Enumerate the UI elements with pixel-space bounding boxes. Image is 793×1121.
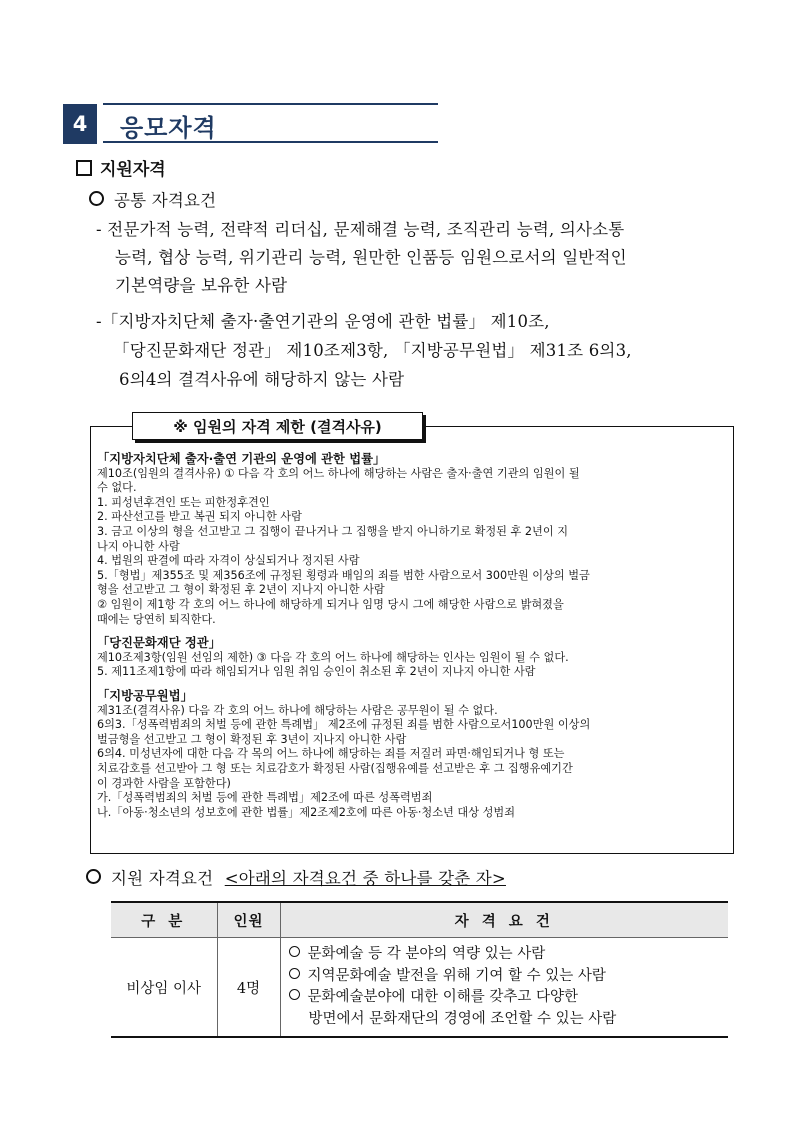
law-line: 나.「아동·청소년의 성보호에 관한 법률」제2조제2호에 따른 아동·청소년 대상 성범죄 [97,805,516,819]
item2-line1: -「지방자치단체 출자·출연기관의 운영에 관한 법률」 제10조, [96,312,550,331]
law-line: ② 임원이 제1항 각 호의 어느 하나에 해당하게 되거나 임명 당시 그에 해당한 사람으로 밝혀졌을 [97,598,564,611]
qualification-continuation: 방면에서 문화재단의 경영에 조언할 수 있는 사람 [308,1010,617,1027]
law-line: 2. 파산선고를 받고 복권 되지 아니한 사람 [97,510,302,524]
law-heading: 「당진문화재단 정관」 [97,636,221,651]
section-title: 응모자격 [120,114,217,142]
eligibility-heading-text: 지원자격 [100,160,166,180]
law-line: 형을 선고받고 그 형이 확정된 후 2년이 지나지 아니한 사람 [97,583,385,597]
law-line: 1. 피성년후견인 또는 피한정후견인 [97,495,270,509]
square-bullet-icon [76,160,92,176]
item2-line3: 6의4의 결격사유에 해당하지 않는 사람 [119,370,405,389]
circle-bullet-icon [289,968,300,979]
law-heading: 「지방자치단체 출자·출연 기관의 운영에 관한 법률」 [97,452,386,466]
eligibility-heading [76,155,166,180]
law-line: 이 경과한 사람을 포함한다) [97,776,231,790]
cell-count: 4명 [217,938,280,1038]
law-line: 가.「성폭력범죄의 처벌 등에 관한 특례법」제2조에 따른 성폭력범죄 [97,791,433,805]
table-header-row [111,902,728,938]
law-line: 4. 법원의 판결에 따라 자격이 상실되거나 정지된 사람 [97,554,360,568]
circle-bullet-icon [289,989,300,1000]
cell-qualifications [280,938,728,1038]
common-heading-text: 공통 자격요건 [114,191,217,210]
law-line: 치료감호를 선고받아 그 형 또는 치료감호가 확정된 사람(집행유예를 선고받은 후 그 집행유예기간 [97,762,573,775]
qualification-text: 문화예술 등 각 분야의 역량 있는 사람 [307,946,546,962]
qualification-item [289,944,723,966]
header-category: 구 분 [111,902,217,938]
support-heading-text: 지원 자격요건 [111,869,214,888]
circle-bullet-icon [289,946,300,957]
common-heading [89,187,216,211]
qualification-text: 문화예술분야에 대한 이해를 갖추고 다양한 [307,989,579,1005]
law-line: 제10조(임원의 결격사유) ① 다음 각 호의 어느 하나에 해당하는 사람은 출자·출연 기관의 임원이 될 [97,466,580,480]
law-line: 6의4. 미성년자에 대한 다음 각 목의 어느 하나에 해당하는 죄를 저질러 파면·해임되거나 형 또는 [97,747,565,761]
support-note: <아래의 자격요건 중 하나를 갖춘 자> [224,869,506,888]
disqualification-box-title: ※ 임원의 자격 제한 (결격사유) [132,412,423,440]
qualification-item [289,966,723,988]
law-line: 나지 아니한 사람 [97,539,180,553]
item1-line1: - 전문가적 능력, 전략적 리더십, 문제해결 능력, 조직관리 능력, 의사소통 [96,220,625,239]
qualification-text: 지역문화예술 발전을 위해 기여 할 수 있는 사람 [307,967,606,984]
support-heading [86,865,506,889]
law-line: 제31조(결격사유) 다음 각 호의 어느 하나에 해당하는 사람은 공무원이 될 수 없다. [97,703,498,717]
law-line: 제10조제3항(임원 선임의 제한) ③ 다음 각 호의 어느 하나에 해당하는 인사는 임원이 될 수 없다. [97,650,569,664]
law-line: 벌금형을 선고받고 그 형이 확정된 후 3년이 지나지 아니한 사람 [97,732,407,746]
header-qualifications: 자 격 요 건 [280,902,728,938]
law-line: 5.「형법」제355조 및 제356조에 규정된 횡령과 배임의 죄를 범한 사람으로서 300만원 이상의 벌금 [97,568,590,582]
section-rule-bottom [103,141,438,143]
item1-line3: 기본역량을 보유한 사람 [115,276,288,295]
cell-category: 비상임 이사 [111,938,217,1038]
law-line: 때에는 당연히 퇴직한다. [97,612,216,626]
circle-bullet-icon [86,869,101,884]
circle-bullet-icon [89,191,104,206]
header-count: 인원 [217,902,280,938]
item1-line2: 능력, 협상 능력, 위기관리 능력, 원만한 인품등 임원으로서의 일반적인 [115,248,627,267]
law-line: 3. 금고 이상의 형을 선고받고 그 집행이 끝나거나 그 집행을 받지 아니하기로 확정된 후 2년이 지 [97,525,568,538]
law-line: 5. 제11조제1항에 따라 해임되거나 임원 취임 승인이 취소된 후 2년이 지나지 아니한 사람 [97,665,536,679]
requirements-table [111,901,728,1038]
law-heading: 「지방공무원법」 [97,689,193,703]
table-row [111,938,728,1038]
section-number: 4 [63,104,97,144]
law-line: 수 없다. [97,481,137,495]
section-rule-top [103,103,438,105]
law-line: 6의3.「성폭력범죄의 처벌 등에 관한 특례법」 제2조에 규정된 죄를 범한 사람으로서100만원 이상의 [97,718,591,732]
qualification-item [289,987,723,1009]
item2-line2: 「당진문화재단 정관」 제10조제3항, 「지방공무원법」 제31조 6의3, [113,341,632,360]
